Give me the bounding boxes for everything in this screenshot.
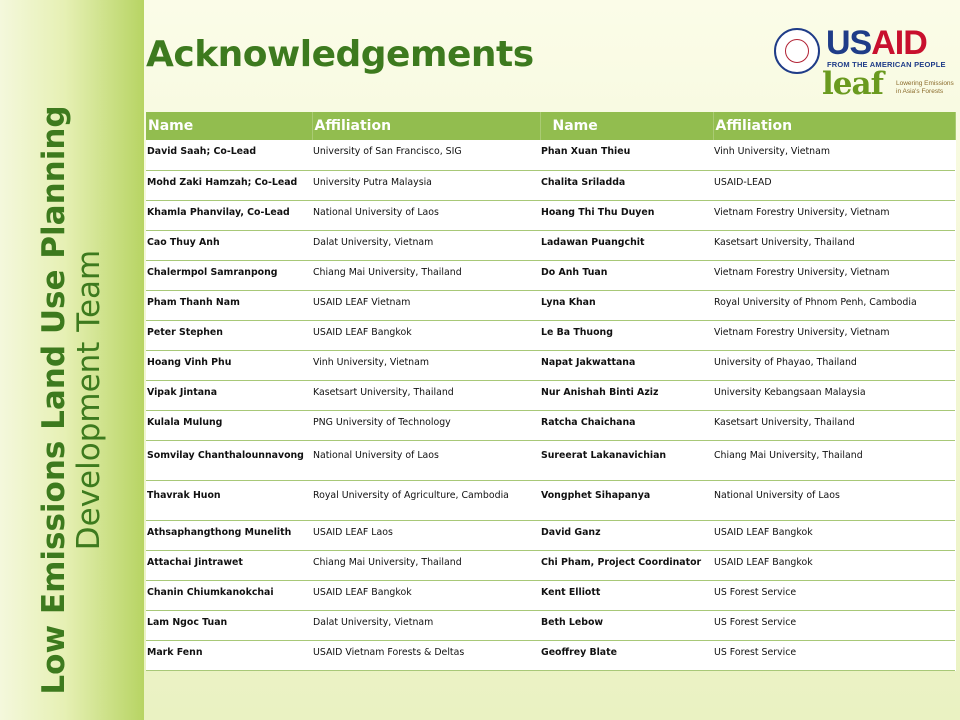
name-cell: Cao Thuy Anh [146, 230, 312, 260]
table-row [146, 170, 955, 200]
name-cell: Do Anh Tuan [540, 260, 713, 290]
name-cell: Kulala Mulung [146, 410, 312, 440]
affiliation-cell: USAID Vietnam Forests & Deltas [312, 640, 540, 670]
affiliation-cell: USAID-LEAD [713, 170, 955, 200]
header-name-1: Name [146, 112, 312, 140]
affiliation-cell: Chiang Mai University, Thailand [312, 260, 540, 290]
affiliation-cell: USAID LEAF Bangkok [713, 520, 955, 550]
name-cell: Chalermpol Samranpong [146, 260, 312, 290]
affiliation-cell: Kasetsart University, Thailand [312, 380, 540, 410]
affiliation-cell: Chiang Mai University, Thailand [312, 550, 540, 580]
affiliation-cell: US Forest Service [713, 640, 955, 670]
leaf-tagline: Lowering Emissions in Asia's Forests [896, 80, 954, 95]
table-row [146, 350, 955, 380]
affiliation-cell: University of Phayao, Thailand [713, 350, 955, 380]
affiliation-cell: USAID LEAF Bangkok [312, 580, 540, 610]
usaid-logo-us: US [826, 24, 872, 62]
affiliation-cell: Vietnam Forestry University, Vietnam [713, 260, 955, 290]
affiliation-cell: National University of Laos [713, 480, 955, 520]
name-cell: Hoang Thi Thu Duyen [540, 200, 713, 230]
name-cell: Nur Anishah Binti Aziz [540, 380, 713, 410]
table-row [146, 440, 955, 480]
affiliation-cell: Vinh University, Vietnam [312, 350, 540, 380]
table-row [146, 480, 955, 520]
name-cell: Mohd Zaki Hamzah; Co-Lead [146, 170, 312, 200]
table-body [146, 140, 955, 670]
name-cell: Napat Jakwattana [540, 350, 713, 380]
affiliation-cell: Kasetsart University, Thailand [713, 410, 955, 440]
affiliation-cell: Dalat University, Vietnam [312, 610, 540, 640]
name-cell: Lam Ngoc Tuan [146, 610, 312, 640]
table-row [146, 380, 955, 410]
name-cell: Peter Stephen [146, 320, 312, 350]
affiliation-cell: US Forest Service [713, 580, 955, 610]
name-cell: David Saah; Co-Lead [146, 140, 312, 170]
name-cell: Athsaphangthong Munelith [146, 520, 312, 550]
name-cell: Chalita Sriladda [540, 170, 713, 200]
name-cell: Ratcha Chaichana [540, 410, 713, 440]
affiliation-cell: University of San Francisco, SIG [312, 140, 540, 170]
name-cell: Vipak Jintana [146, 380, 312, 410]
affiliation-cell: University Kebangsaan Malaysia [713, 380, 955, 410]
page-title: Acknowledgements [146, 34, 534, 75]
name-cell: Attachai Jintrawet [146, 550, 312, 580]
table-row [146, 290, 955, 320]
table-row [146, 200, 955, 230]
name-cell: Vongphet Sihapanya [540, 480, 713, 520]
side-title-line1: Low Emissions Land Use Planning [36, 105, 72, 695]
affiliation-cell: Royal University of Phnom Penh, Cambodia [713, 290, 955, 320]
table-row [146, 610, 955, 640]
name-cell: Geoffrey Blate [540, 640, 713, 670]
affiliation-cell: University Putra Malaysia [312, 170, 540, 200]
name-cell: Sureerat Lakanavichian [540, 440, 713, 480]
affiliation-cell: Vietnam Forestry University, Vietnam [713, 200, 955, 230]
affiliation-cell: US Forest Service [713, 610, 955, 640]
affiliation-cell: Kasetsart University, Thailand [713, 230, 955, 260]
affiliation-cell: Vinh University, Vietnam [713, 140, 955, 170]
name-cell: Khamla Phanvilay, Co-Lead [146, 200, 312, 230]
name-cell: Mark Fenn [146, 640, 312, 670]
name-cell: David Ganz [540, 520, 713, 550]
name-cell: Kent Elliott [540, 580, 713, 610]
affiliation-cell: Chiang Mai University, Thailand [713, 440, 955, 480]
affiliation-cell: National University of Laos [312, 440, 540, 480]
header-affiliation-2: Affiliation [713, 112, 955, 140]
affiliation-cell: Royal University of Agriculture, Cambodia [312, 480, 540, 520]
table-row [146, 230, 955, 260]
usaid-logo-aid: AID [871, 24, 927, 62]
table-row [146, 640, 955, 670]
side-title-line2: Development Team [71, 249, 107, 551]
usaid-logo [826, 24, 927, 63]
name-cell: Chi Pham, Project Coordinator [540, 550, 713, 580]
affiliation-cell: USAID LEAF Bangkok [312, 320, 540, 350]
table-row [146, 140, 955, 170]
table-row [146, 520, 955, 550]
leaf-logo: leaf [822, 66, 883, 102]
affiliation-cell: PNG University of Technology [312, 410, 540, 440]
affiliation-cell: USAID LEAF Vietnam [312, 290, 540, 320]
table-row [146, 260, 955, 290]
usaid-tagline: FROM THE AMERICAN PEOPLE [827, 60, 946, 69]
usaid-seal-icon [774, 28, 820, 74]
header-name-2: Name [540, 112, 713, 140]
affiliation-cell: Vietnam Forestry University, Vietnam [713, 320, 955, 350]
side-title [36, 105, 107, 695]
table-row [146, 580, 955, 610]
name-cell: Thavrak Huon [146, 480, 312, 520]
table-row [146, 550, 955, 580]
table-header-row [146, 112, 955, 140]
partner-logos [774, 22, 954, 104]
name-cell: Somvilay Chanthalounnavong [146, 440, 312, 480]
name-cell: Phan Xuan Thieu [540, 140, 713, 170]
name-cell: Hoang Vinh Phu [146, 350, 312, 380]
affiliation-cell: USAID LEAF Laos [312, 520, 540, 550]
name-cell: Lyna Khan [540, 290, 713, 320]
affiliation-cell: Dalat University, Vietnam [312, 230, 540, 260]
name-cell: Chanin Chiumkanokchai [146, 580, 312, 610]
name-cell: Pham Thanh Nam [146, 290, 312, 320]
header-affiliation-1: Affiliation [312, 112, 540, 140]
name-cell: Ladawan Puangchit [540, 230, 713, 260]
acknowledgements-table [146, 112, 956, 671]
affiliation-cell: National University of Laos [312, 200, 540, 230]
table-row [146, 320, 955, 350]
table-row [146, 410, 955, 440]
name-cell: Beth Lebow [540, 610, 713, 640]
name-cell: Le Ba Thuong [540, 320, 713, 350]
affiliation-cell: USAID LEAF Bangkok [713, 550, 955, 580]
